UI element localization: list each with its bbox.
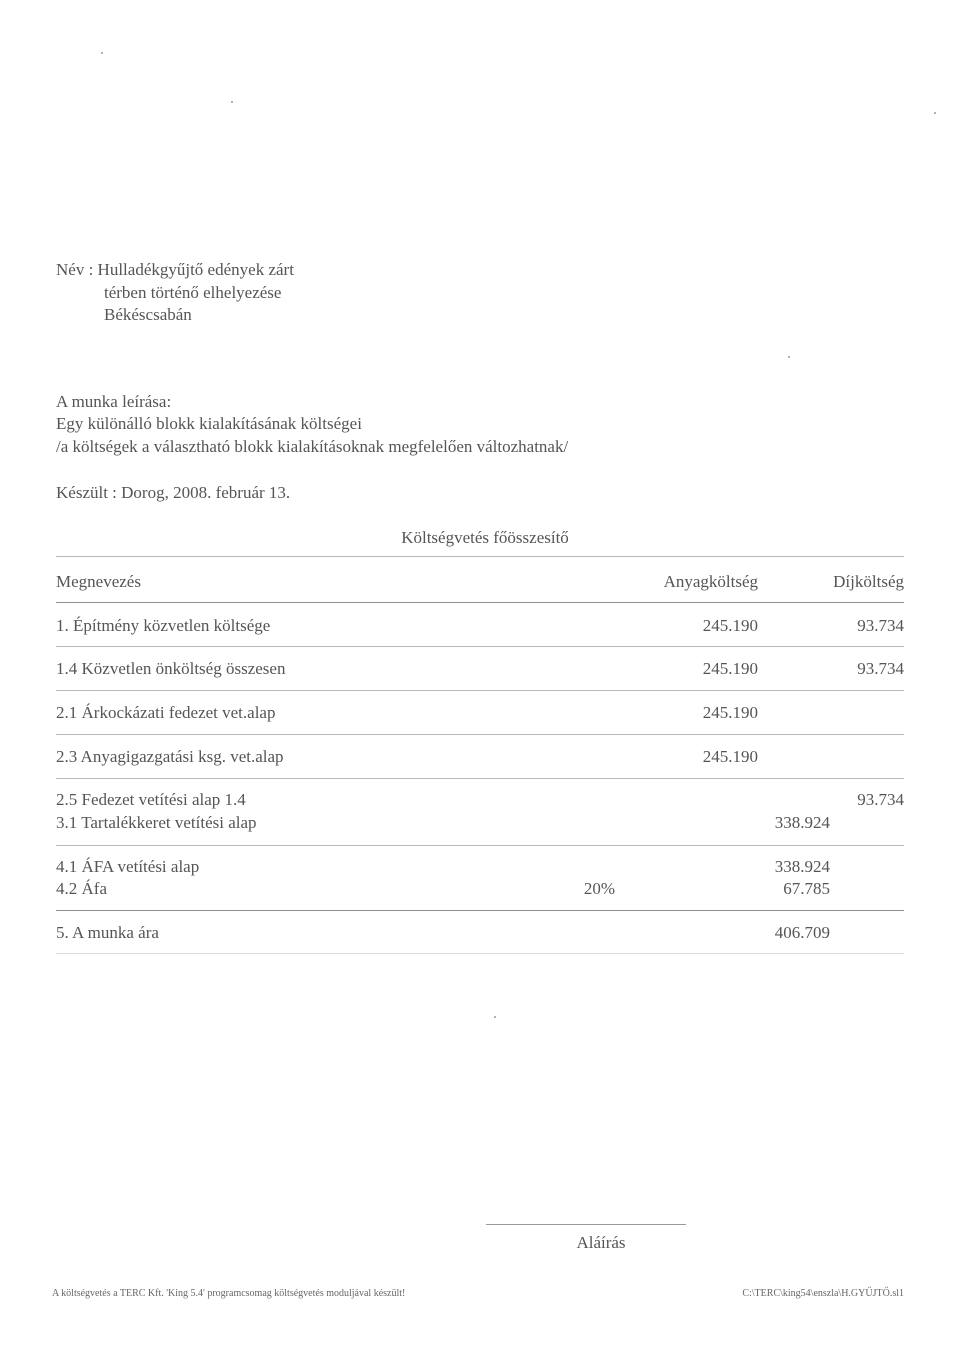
rule [56,602,904,603]
vat-rate: 20% [583,879,615,898]
scan-speck [231,101,233,103]
row-fee: 93.734 [857,790,904,809]
rule [56,778,904,779]
rule [56,690,904,691]
row-amount: 406.709 [774,923,830,942]
row-fee: 93.734 [857,616,904,635]
rule [56,845,904,846]
scan-speck [934,112,936,114]
row-label: 1. Építmény közvetlen költsége [56,616,271,635]
work-line-2: /a költségek a választható blokk kialakításoknak megfelelően változhatnak/ [56,437,569,456]
row-label: 2.3 Anyagigazgatási ksg. vet.alap [56,747,284,766]
work-title: A munka leírása: [56,392,172,411]
column-header-name: Megnevezés [56,572,141,591]
footer-note: A költségvetés a TERC Kft. 'King 5.4' programcsomag költségvetés moduljával készült! [52,1288,406,1299]
column-header-fee: Díjköltség [833,572,904,591]
prepared-date: Készült : Dorog, 2008. február 13. [56,483,291,502]
row-material: 245.190 [702,616,758,635]
signature-line [486,1224,686,1225]
row-material: 245.190 [702,659,758,678]
row-amount: 67.785 [783,879,830,898]
row-label: 4.1 ÁFA vetítési alap [56,857,200,876]
row-label: 1.4 Közvetlen önköltség összesen [56,659,286,678]
row-label: 3.1 Tartalékkeret vetítési alap [56,813,257,832]
scan-speck [788,356,790,358]
name-line-3: Békéscsabán [104,305,192,324]
name-line-1: Név : Hulladékgyűjtő edények zárt [56,260,294,279]
rule [56,646,904,647]
row-fee: 93.734 [857,659,904,678]
row-label: 5. A munka ára [56,923,159,942]
summary-title: Költségvetés főösszesítő [401,528,569,547]
name-line-2: térben történő elhelyezése [104,283,282,302]
column-header-material: Anyagköltség [663,572,758,591]
footer-path: C:\TERC\king54\enszla\H.GYŰJTŐ.sl1 [742,1288,904,1299]
row-label: 2.1 Árkockázati fedezet vet.alap [56,703,276,722]
rule [56,910,904,911]
row-material: 245.190 [702,747,758,766]
row-amount: 338.924 [774,813,830,832]
row-label: 4.2 Áfa [56,879,107,898]
rule [56,953,904,954]
row-amount: 338.924 [774,857,830,876]
rule [56,734,904,735]
scan-speck [101,52,103,54]
row-label: 2.5 Fedezet vetítési alap 1.4 [56,790,246,809]
scan-speck [494,1016,496,1018]
rule [56,556,904,557]
row-material: 245.190 [702,703,758,722]
signature-label: Aláírás [576,1233,626,1252]
work-line-1: Egy különálló blokk kialakításának költségei [56,414,362,433]
